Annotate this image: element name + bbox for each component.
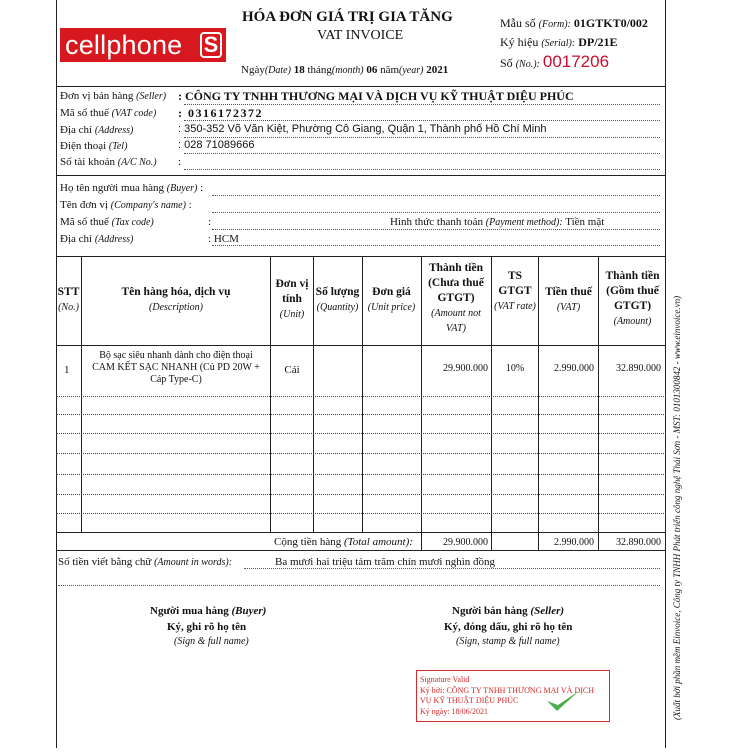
einvoice-side-note: (Xuất bởi phần mềm Einvoice, Công ty TNHH Phát triển công nghệ Thái Sơn - MST: 0101300842 - www.einvoice.vn) [672, 295, 682, 720]
seller-signature-title: Người bán hàng (Seller) [452, 605, 565, 617]
row-total: 32.890.000 [616, 363, 661, 374]
serial-number: Ký hiệu (Serial): DP/21E [500, 35, 618, 49]
seller-address-label: Địa chỉ (Address) [60, 124, 134, 136]
row-no: 1 [64, 364, 70, 376]
seller-address: : 350-352 Võ Văn Kiệt, Phường Cô Giang, Quận 1, Thành phố Hồ Chí Minh [178, 123, 547, 135]
total-vat: 2.990.000 [554, 537, 594, 548]
seller-account-label: Số tài khoản (A/C No.) [60, 156, 157, 168]
col-header-total: Thành tiền (Gồm thuế GTGT) (Amount) [605, 270, 660, 327]
buyer-signature-title: Người mua hàng (Buyer) [150, 605, 267, 617]
seller-tax-code: : 0316172372 [178, 106, 263, 120]
payment-method: Hình thức thanh toán (Payment method): Tiền mặt [390, 216, 605, 228]
row-amount: 29.900.000 [443, 363, 488, 374]
col-header-quantity: Số lượng (Quantity) [315, 286, 360, 313]
row-unit: Cái [284, 364, 300, 376]
seller-tel: : 028 71089666 [178, 139, 255, 151]
table-bottom [56, 550, 666, 551]
table-top [56, 256, 666, 257]
logo-s-mark: S [200, 32, 222, 58]
seller-name-label: Đơn vị bán hàng (Seller) [60, 90, 167, 102]
row-vat-rate: 10% [505, 363, 525, 374]
buyer-address-label: Địa chỉ (Address) [60, 233, 134, 245]
table-body-bottom [56, 532, 666, 533]
divider [56, 86, 666, 87]
buyer-tax-label: Mã số thuế (Tax code) [60, 216, 154, 228]
logo-text: cellphone [65, 30, 183, 60]
seller-tel-label: Điện thoại (Tel) [60, 140, 128, 152]
buyer-address: : HCM [208, 233, 239, 245]
seller-name: : CÔNG TY TNHH THƯƠNG MẠI VÀ DỊCH VỤ KỸ THUẬT DIỆU PHÚC [178, 89, 574, 103]
col-header-unit-price: Đơn giá (Unit price) [367, 286, 416, 313]
seller-signature-sub-en: (Sign, stamp & full name) [456, 636, 560, 647]
invoice-subtitle: VAT INVOICE [317, 28, 404, 43]
row-vat: 2.990.000 [554, 363, 594, 374]
col-header-no: STT (No.) [57, 286, 80, 313]
buyer-signature-sub-en: (Sign & full name) [174, 636, 249, 647]
invoice-title: HÓA ĐƠN GIÁ TRỊ GIA TĂNG [242, 9, 453, 25]
col-header-vat-rate: TS GTGT (VAT rate) [494, 270, 536, 312]
total-label: Cộng tiền hàng (Total amount): [274, 536, 413, 548]
buyer-company-label: Tên đơn vị (Company's name) : [60, 199, 192, 211]
cellphones-logo [60, 28, 226, 62]
total-grand: 32.890.000 [616, 537, 661, 548]
check-icon [545, 689, 581, 715]
amount-in-words: Ba mươi hai triệu tám trăm chín mươi nghìn đồng [275, 556, 495, 568]
words-label: Số tiền viết bằng chữ (Amount in words): [58, 556, 233, 568]
form-number: Mẫu số (Form): 01GTKT0/002 [500, 16, 648, 30]
digital-signature-stamp: Signature Valid Ký bởi: CÔNG TY TNHH THƯƠNG MẠI VÀ DỊCH VỤ KỸ THUẬT DIỆU PHÚC Ký ngày: 18/06/2021 [416, 670, 610, 722]
total-amount: 29.900.000 [443, 537, 488, 548]
col-header-vat: Tiền thuế (VAT) [545, 286, 592, 313]
seller-signature-sub: Ký, đóng dấu, ghi rõ họ tên [444, 621, 573, 633]
col-header-description: Tên hàng hóa, dịch vụ (Description) [121, 286, 231, 313]
col-header-unit: Đơn vị tính (Unit) [275, 278, 309, 320]
invoice-number: Số (No.): 0017206 [500, 52, 610, 71]
divider [56, 175, 666, 176]
table-header-bottom [56, 345, 666, 346]
row-description: Bộ sạc siêu nhanh dành cho điện thoại CAM KẾT SẠC NHANH (Củ PD 20W + Cáp Type-C) [92, 350, 260, 385]
buyer-name-label: Họ tên người mua hàng (Buyer) : [60, 182, 204, 194]
invoice-date: Ngày(Date) 18 tháng(month) 06 năm(year) 2021 [241, 64, 449, 76]
seller-tax-label: Mã số thuế (VAT code) [60, 107, 157, 119]
col-header-amount-excl-vat: Thành tiền (Chưa thuế GTGT) (Amount not VAT) [428, 262, 484, 334]
buyer-signature-sub: Ký, ghi rõ họ tên [167, 621, 247, 633]
